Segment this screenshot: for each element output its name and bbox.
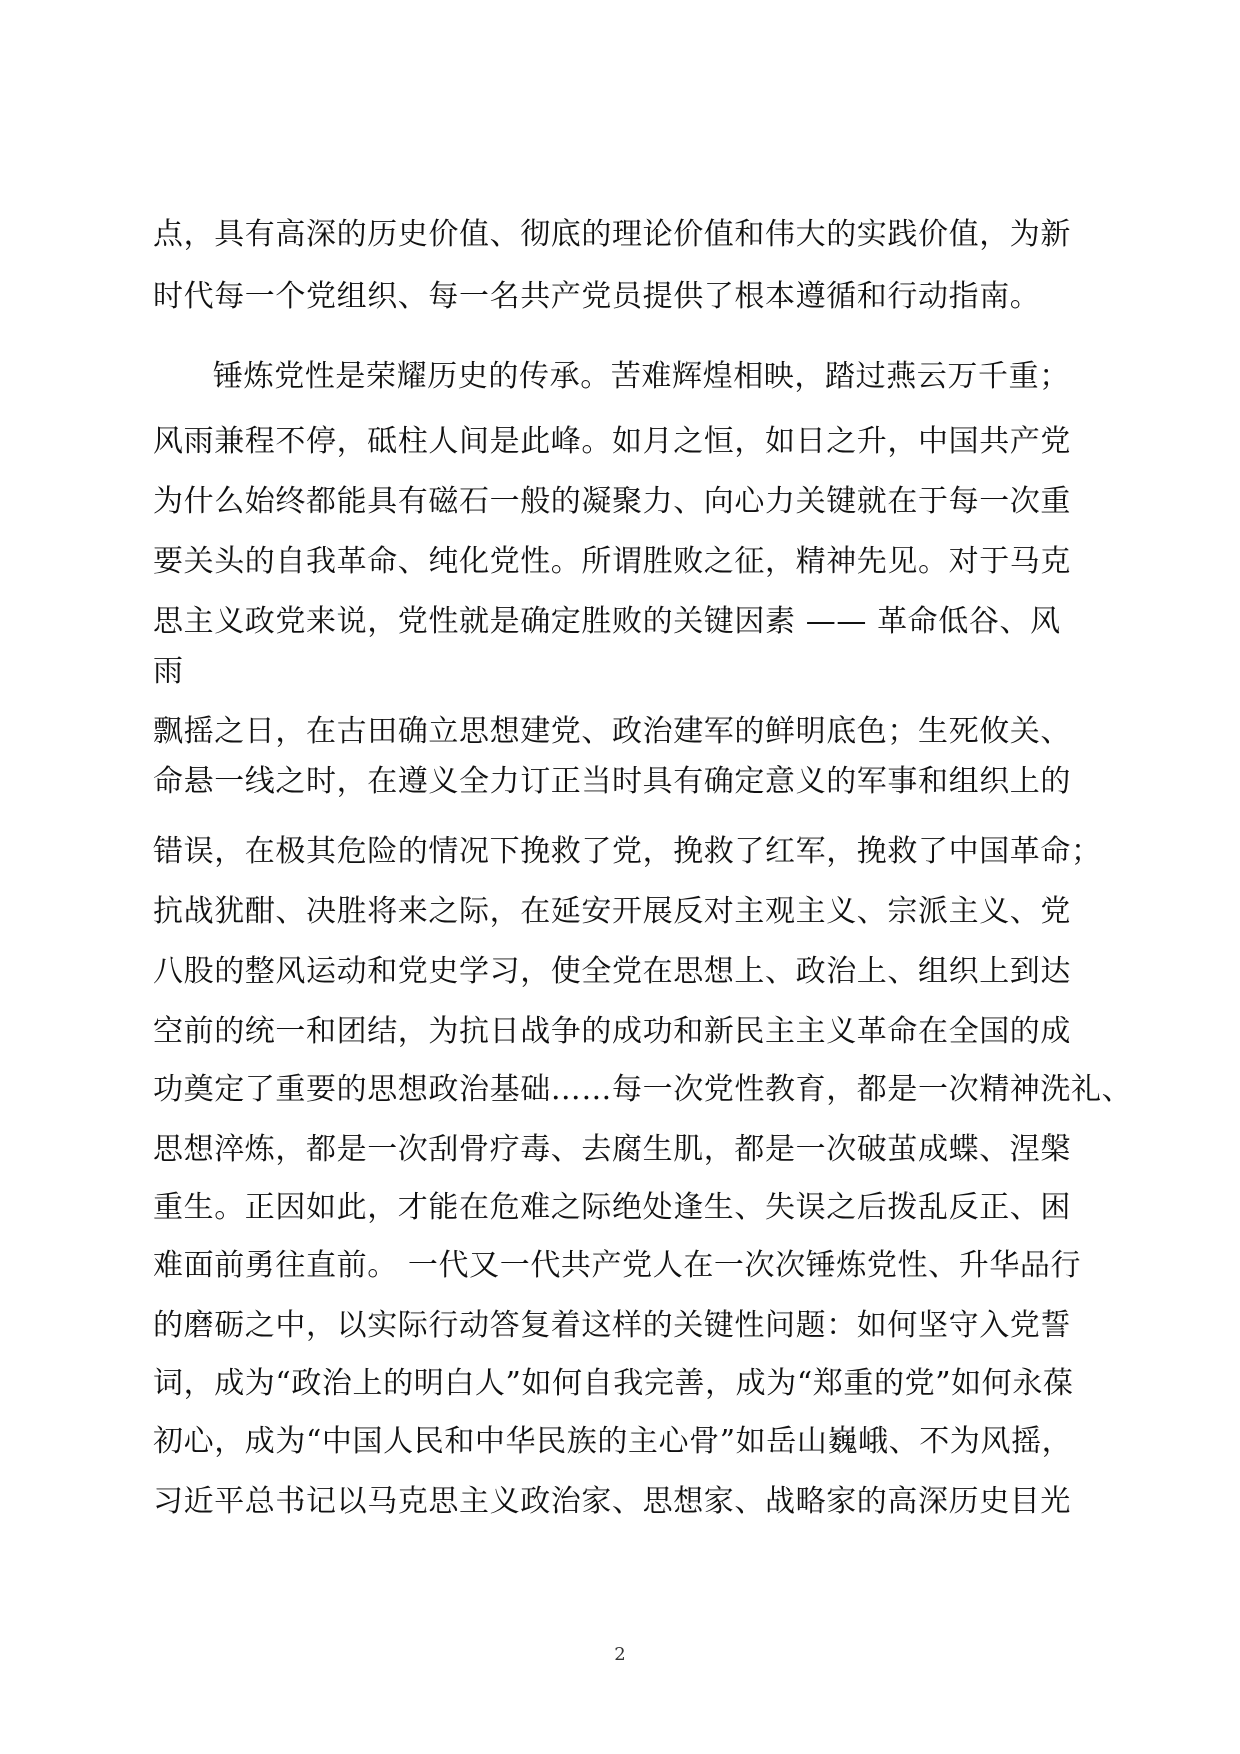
text-line: 要关头的自我革命、纯化党性。所谓胜败之征，精神先见。对于马克 (153, 544, 1071, 579)
text-line: 的磨砺之中，以实际行动答复着这样的关键性问题：如何坚守入党誓 (153, 1308, 1071, 1343)
text-line: 词，成为“政治上的明白人”如何自我完善，成为“郑重的党”如何永葆 (153, 1366, 1074, 1401)
text-line: 抗战犹酣、决胜将来之际，在延安开展反对主观主义、宗派主义、党 (153, 894, 1071, 929)
text-line: 命悬一线之时，在遵义全力订正当时具有确定意义的军事和组织上的 (153, 764, 1071, 799)
text-line: 时代每一个党组织、每一名共产党员提供了根本遵循和行动指南。 (153, 279, 1041, 314)
text-line: 功奠定了重要的思想政治基础……每一次党性教育，都是一次精神洗礼、 (153, 1072, 1133, 1107)
text-line: 八股的整风运动和党史学习，使全党在思想上、政治上、组织上到达 (153, 954, 1071, 989)
text-line: 思主义政党来说，党性就是确定胜败的关键因素 —— 革命低谷、风 (153, 604, 1061, 639)
text-line: 飘摇之日，在古田确立思想建党、政治建军的鲜明底色；生死攸关、 (153, 714, 1071, 749)
text-line: 错误，在极其危险的情况下挽救了党，挽救了红军，挽救了中国革命； (153, 834, 1102, 869)
page-number: 2 (614, 1644, 626, 1665)
text-line: 重生。正因如此，才能在危难之际绝处逢生、失误之后拨乱反正、困 (153, 1190, 1071, 1225)
text-line: 为什么始终都能具有磁石一般的凝聚力、向心力关键就在于每一次重 (153, 484, 1071, 519)
text-line: 雨 (153, 654, 184, 689)
text-line: 习近平总书记以马克思主义政治家、思想家、战略家的高深历史目光 (153, 1484, 1071, 1519)
text-line: 空前的统一和团结，为抗日战争的成功和新民主主义革命在全国的成 (153, 1014, 1071, 1049)
text-line: 初心，成为“中国人民和中华民族的主心骨”如岳山巍峨、不为风摇， (153, 1424, 1073, 1459)
text-line: 点，具有高深的历史价值、彻底的理论价值和伟大的实践价值，为新 (153, 217, 1071, 252)
paragraph-first-line: 锤炼党性是荣耀历史的传承。苦难辉煌相映，踏过燕云万千重； (213, 359, 1070, 394)
text-line: 思想淬炼，都是一次刮骨疗毒、去腐生肌，都是一次破茧成蝶、涅槃 (153, 1132, 1071, 1167)
text-line: 风雨兼程不停，砥柱人间是此峰。如月之恒，如日之升，中国共产党 (153, 424, 1071, 459)
text-line: 难面前勇往直前。 一代又一代共产党人在一次次锤炼党性、升华品行 (153, 1248, 1082, 1283)
